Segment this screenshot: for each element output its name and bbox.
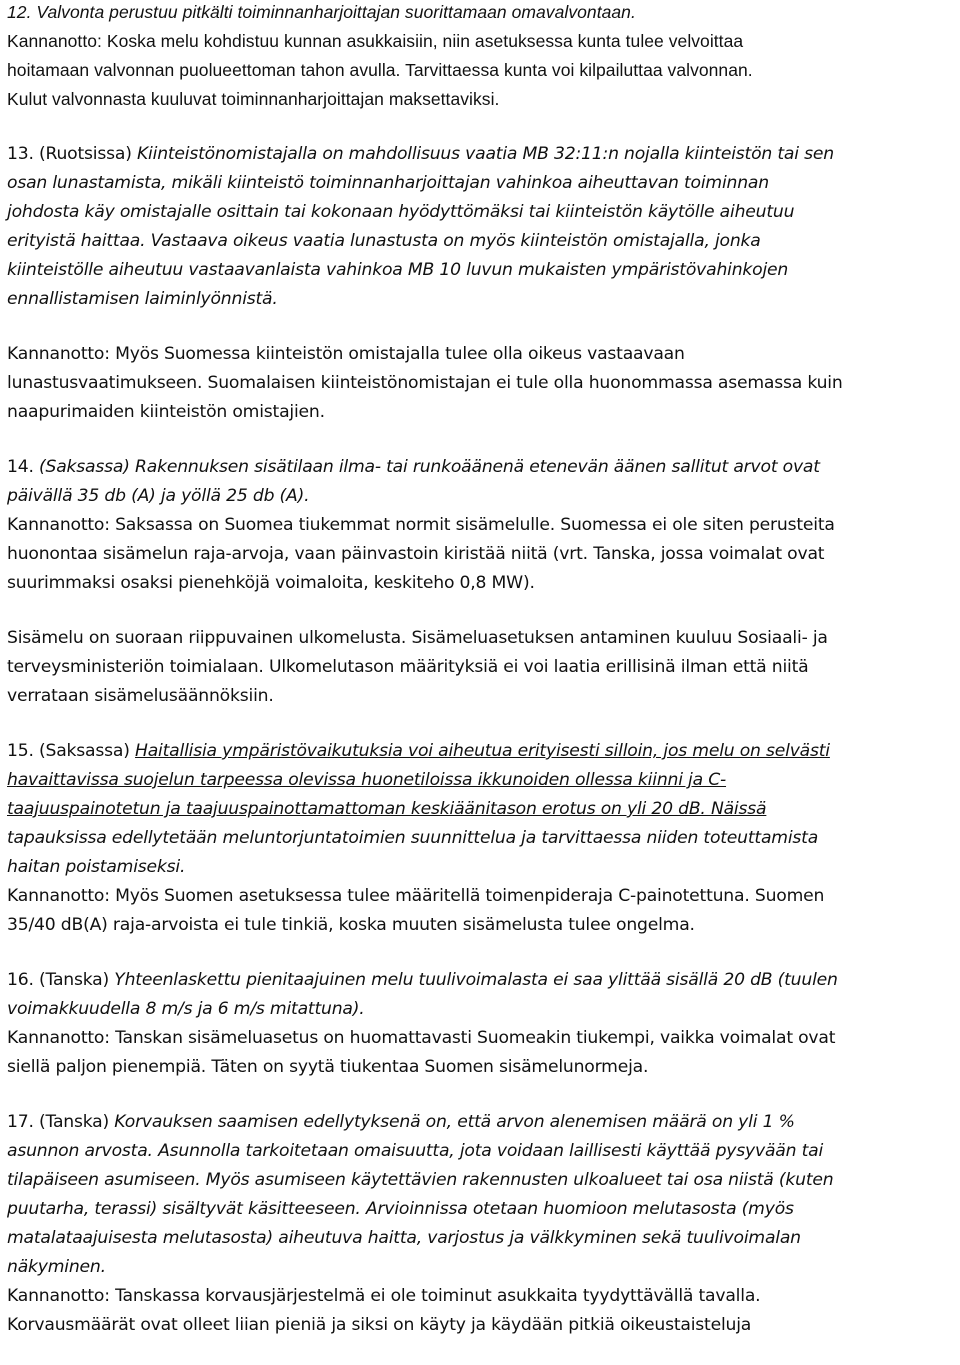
section-16-heading <box>7 966 957 995</box>
section-13-text: osan lunastamista, mikäli kiinteistö toiminnanharjoittajan vahinkoa aiheuttavan toiminnan <box>7 173 769 193</box>
document-page <box>7 0 957 1340</box>
section-17-text: puutarha, terassi) sisältyvät käsitteeseen. Arvioinnissa otetaan huomioon melutasosta (myös <box>7 1199 794 1219</box>
section-14-statement: huonontaa sisämelun raja-arvoja, vaan päinvastoin kiristää niitä (vrt. Tanska, jossa voimalat ovat <box>7 544 825 564</box>
section-12-statement: hoitamaan valvonnan puolueettoman tahon avulla. Tarvittaessa kunta voi kilpailuttaa valvonnan. <box>7 60 753 80</box>
section-17-number: 17. (Tanska) <box>7 1112 115 1132</box>
section-13 <box>7 140 957 427</box>
section-14-text: (Saksassa) Rakennuksen sisätilaan ilma- tai runkoäänenä etenevän äänen sallitut arvot ovat <box>39 457 820 477</box>
section-16-text: Yhteenlaskettu pienitaajuinen melu tuulivoimalasta ei saa ylittää sisällä 20 dB (tuulen <box>114 970 838 990</box>
section-13-number: 13. (Ruotsissa) <box>7 144 137 164</box>
section-17-text: näkyminen. <box>7 1257 106 1277</box>
section-14-paragraph: Sisämelu on suoraan riippuvainen ulkomelusta. Sisämeluasetuksen antaminen kuuluu Sosiaali- ja <box>7 628 828 648</box>
section-13-statement: Kannanotto: Myös Suomessa kiinteistön omistajalla tulee olla oikeus vastaavaan <box>7 344 685 364</box>
section-15-heading <box>7 737 957 766</box>
section-17-text: matalataajuisesta melutasosta) aiheutuva haitta, varjostus ja välkkyminen sekä tuulivoimalan <box>7 1228 801 1248</box>
section-15-text: taajuuspainotetun ja taajuuspainottamattoman keskiäänitason erotus on yli 20 dB. Näissä <box>7 799 767 819</box>
section-12 <box>7 0 957 114</box>
section-13-text: ennallistamisen laiminlyönnistä. <box>7 289 278 309</box>
section-15-text: tapauksissa edellytetään meluntorjuntatoimien suunnittelua ja tarvittaessa niiden toteuttamista <box>7 828 819 848</box>
section-15-statement: Kannanotto: Myös Suomen asetuksessa tulee määritellä toimenpideraja C-painotettuna. Suomen <box>7 886 825 906</box>
section-17-heading <box>7 1108 957 1137</box>
section-14-statement: suurimmaksi osaksi pienehköjä voimaloita, keskiteho 0,8 MW). <box>7 573 535 593</box>
section-12-statement: Kannanotto: Koska melu kohdistuu kunnan asukkaisiin, niin asetuksessa kunta tulee velvoittaa <box>7 31 744 51</box>
section-13-text: erityistä haittaa. Vastaava oikeus vaatia lunastusta on myös kiinteistön omistajalla, jonka <box>7 231 761 251</box>
section-13-statement: naapurimaiden kiinteistön omistajien. <box>7 402 325 422</box>
section-12-statement: Kulut valvonnasta kuuluvat toiminnanharjoittajan maksettaviksi. <box>7 89 500 109</box>
section-17-statement: Korvausmäärät ovat olleet liian pieniä ja siksi on käyty ja käydään pitkiä oikeustaisteluja <box>7 1315 752 1335</box>
section-15-text: havaittavissa suojelun tarpeessa olevissa huonetiloissa ikkunoiden ollessa kiinni ja C- <box>7 770 727 790</box>
section-16-statement: siellä paljon pienempiä. Täten on syytä tiukentaa Suomen sisämelunormeja. <box>7 1057 649 1077</box>
section-13-text: johdosta käy omistajalle osittain tai kokonaan hyödyttömäksi tai kiinteistön käytölle aiheutuu <box>7 202 795 222</box>
section-14-paragraph: verrataan sisämelusäännöksiin. <box>7 686 274 706</box>
section-13-statement: lunastusvaatimukseen. Suomalaisen kiinteistönomistajan ei tule olla huonommassa asemassa kuin <box>7 373 843 393</box>
section-15 <box>7 737 957 940</box>
section-13-text: kiinteistölle aiheutuu vastaavanlaista vahinkoa MB 10 luvun mukaisten ympäristövahinkojen <box>7 260 789 280</box>
section-15-text: haitan poistamiseksi. <box>7 857 186 877</box>
section-12-heading: 12. Valvonta perustuu pitkälti toiminnanharjoittajan suorittamaan omavalvontaan. <box>7 2 636 22</box>
section-17-statement: Kannanotto: Tanskassa korvausjärjestelmä ei ole toiminut asukkaita tyydyttävällä tavalla. <box>7 1286 761 1306</box>
section-15-statement: 35/40 dB(A) raja-arvoista ei tule tinkiä, koska muuten sisämelusta tulee ongelma. <box>7 915 695 935</box>
section-15-number: 15. (Saksassa) <box>7 741 135 761</box>
section-16-statement: Kannanotto: Tanskan sisämeluasetus on huomattavasti Suomeakin tiukempi, vaikka voimalat ovat <box>7 1028 836 1048</box>
section-13-heading <box>7 140 957 169</box>
section-14-number: 14. <box>7 457 39 477</box>
section-16-text: voimakkuudella 8 m/s ja 6 m/s mitattuna). <box>7 999 365 1019</box>
section-14 <box>7 453 957 711</box>
section-17-text: asunnon arvosta. Asunnolla tarkoitetaan omaisuutta, jota voidaan laillisesti käyttää pysyvään tai <box>7 1141 824 1161</box>
section-17-text: Korvauksen saamisen edellytyksenä on, että arvon alenemisen määrä on yli 1 % <box>114 1112 795 1132</box>
section-14-text: päivällä 35 db (A) ja yöllä 25 db (A). <box>7 486 310 506</box>
section-14-paragraph: terveysministeriön toimialaan. Ulkomelutason määrityksiä ei voi laatia erillisinä ilman että niitä <box>7 657 809 677</box>
section-13-text: Kiinteistönomistajalla on mahdollisuus vaatia MB 32:11:n nojalla kiinteistön tai sen <box>136 144 834 164</box>
section-14-statement: Kannanotto: Saksassa on Suomea tiukemmat normit sisämelulle. Suomessa ei ole siten perusteita <box>7 515 835 535</box>
section-17-text: tilapäiseen asumiseen. Myös asumiseen käytettävien rakennusten ulkoalueet tai osa niistä (kuten <box>7 1170 834 1190</box>
section-16-number: 16. (Tanska) <box>7 970 115 990</box>
section-14-heading <box>7 453 957 482</box>
section-15-text: Haitallisia ympäristövaikutuksia voi aiheutua erityisesti silloin, jos melu on selvästi <box>135 741 830 761</box>
section-16 <box>7 966 957 1082</box>
section-17 <box>7 1108 957 1340</box>
